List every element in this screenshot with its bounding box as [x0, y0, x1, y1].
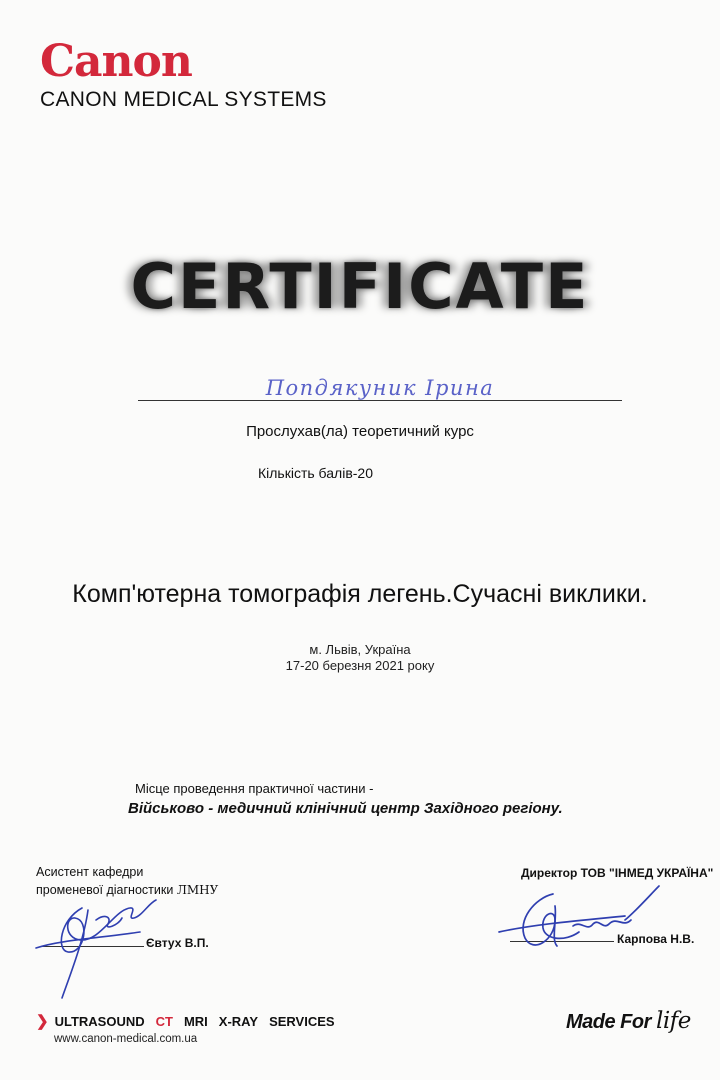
name-underline [138, 400, 622, 401]
service-mri: MRI [183, 1014, 208, 1029]
certificate-title: CERTIFICATE [130, 250, 590, 323]
practice-venue: Військово - медичний клінічний центр Західного регіону. [128, 800, 563, 817]
right-signature-icon [495, 880, 665, 970]
right-signatory-title: Директор ТОВ "ІНМЕД УКРАЇНА" [521, 866, 714, 880]
course-intro-text: Прослухав(ла) теоретичний курс [246, 423, 474, 440]
left-signatory-title-line1: Асистент кафедри [36, 865, 144, 879]
services-list [36, 1012, 346, 1030]
slogan-main: Made For [566, 1011, 651, 1033]
right-signatory-name: Карпова Н.В. [617, 932, 695, 946]
event-dates: 17-20 березня 2021 року [285, 658, 435, 673]
left-signatory-title-line2: променевої діагностики [36, 883, 174, 897]
service-xray: X-RAY [218, 1014, 259, 1029]
website-url: www.canon-medical.com.ua [54, 1033, 198, 1045]
practice-label: Місце проведення практичної частини - [135, 781, 374, 796]
credits-text: Кількість балів-20 [258, 465, 373, 481]
service-ultrasound: ULTRASOUND [54, 1014, 145, 1029]
canon-logo: Canon [40, 36, 192, 87]
service-ct: CT [155, 1014, 173, 1029]
left-signatory-institution: ЛМНУ [176, 883, 219, 897]
event-location: м. Львів, Україна [309, 642, 411, 657]
recipient-name: Попдякуник Ірина [265, 376, 495, 400]
brand-subtitle: CANON MEDICAL SYSTEMS [40, 88, 327, 111]
course-title: Комп'ютерна томографія легень.Сучасні виклики. [72, 580, 648, 608]
service-services: SERVICES [269, 1014, 335, 1029]
slogan-accent: life [655, 1008, 691, 1034]
slogan [566, 1008, 691, 1034]
left-signatory-name: Євтух В.П. [146, 936, 209, 950]
chevron-right-icon: ❯ [36, 1013, 49, 1030]
